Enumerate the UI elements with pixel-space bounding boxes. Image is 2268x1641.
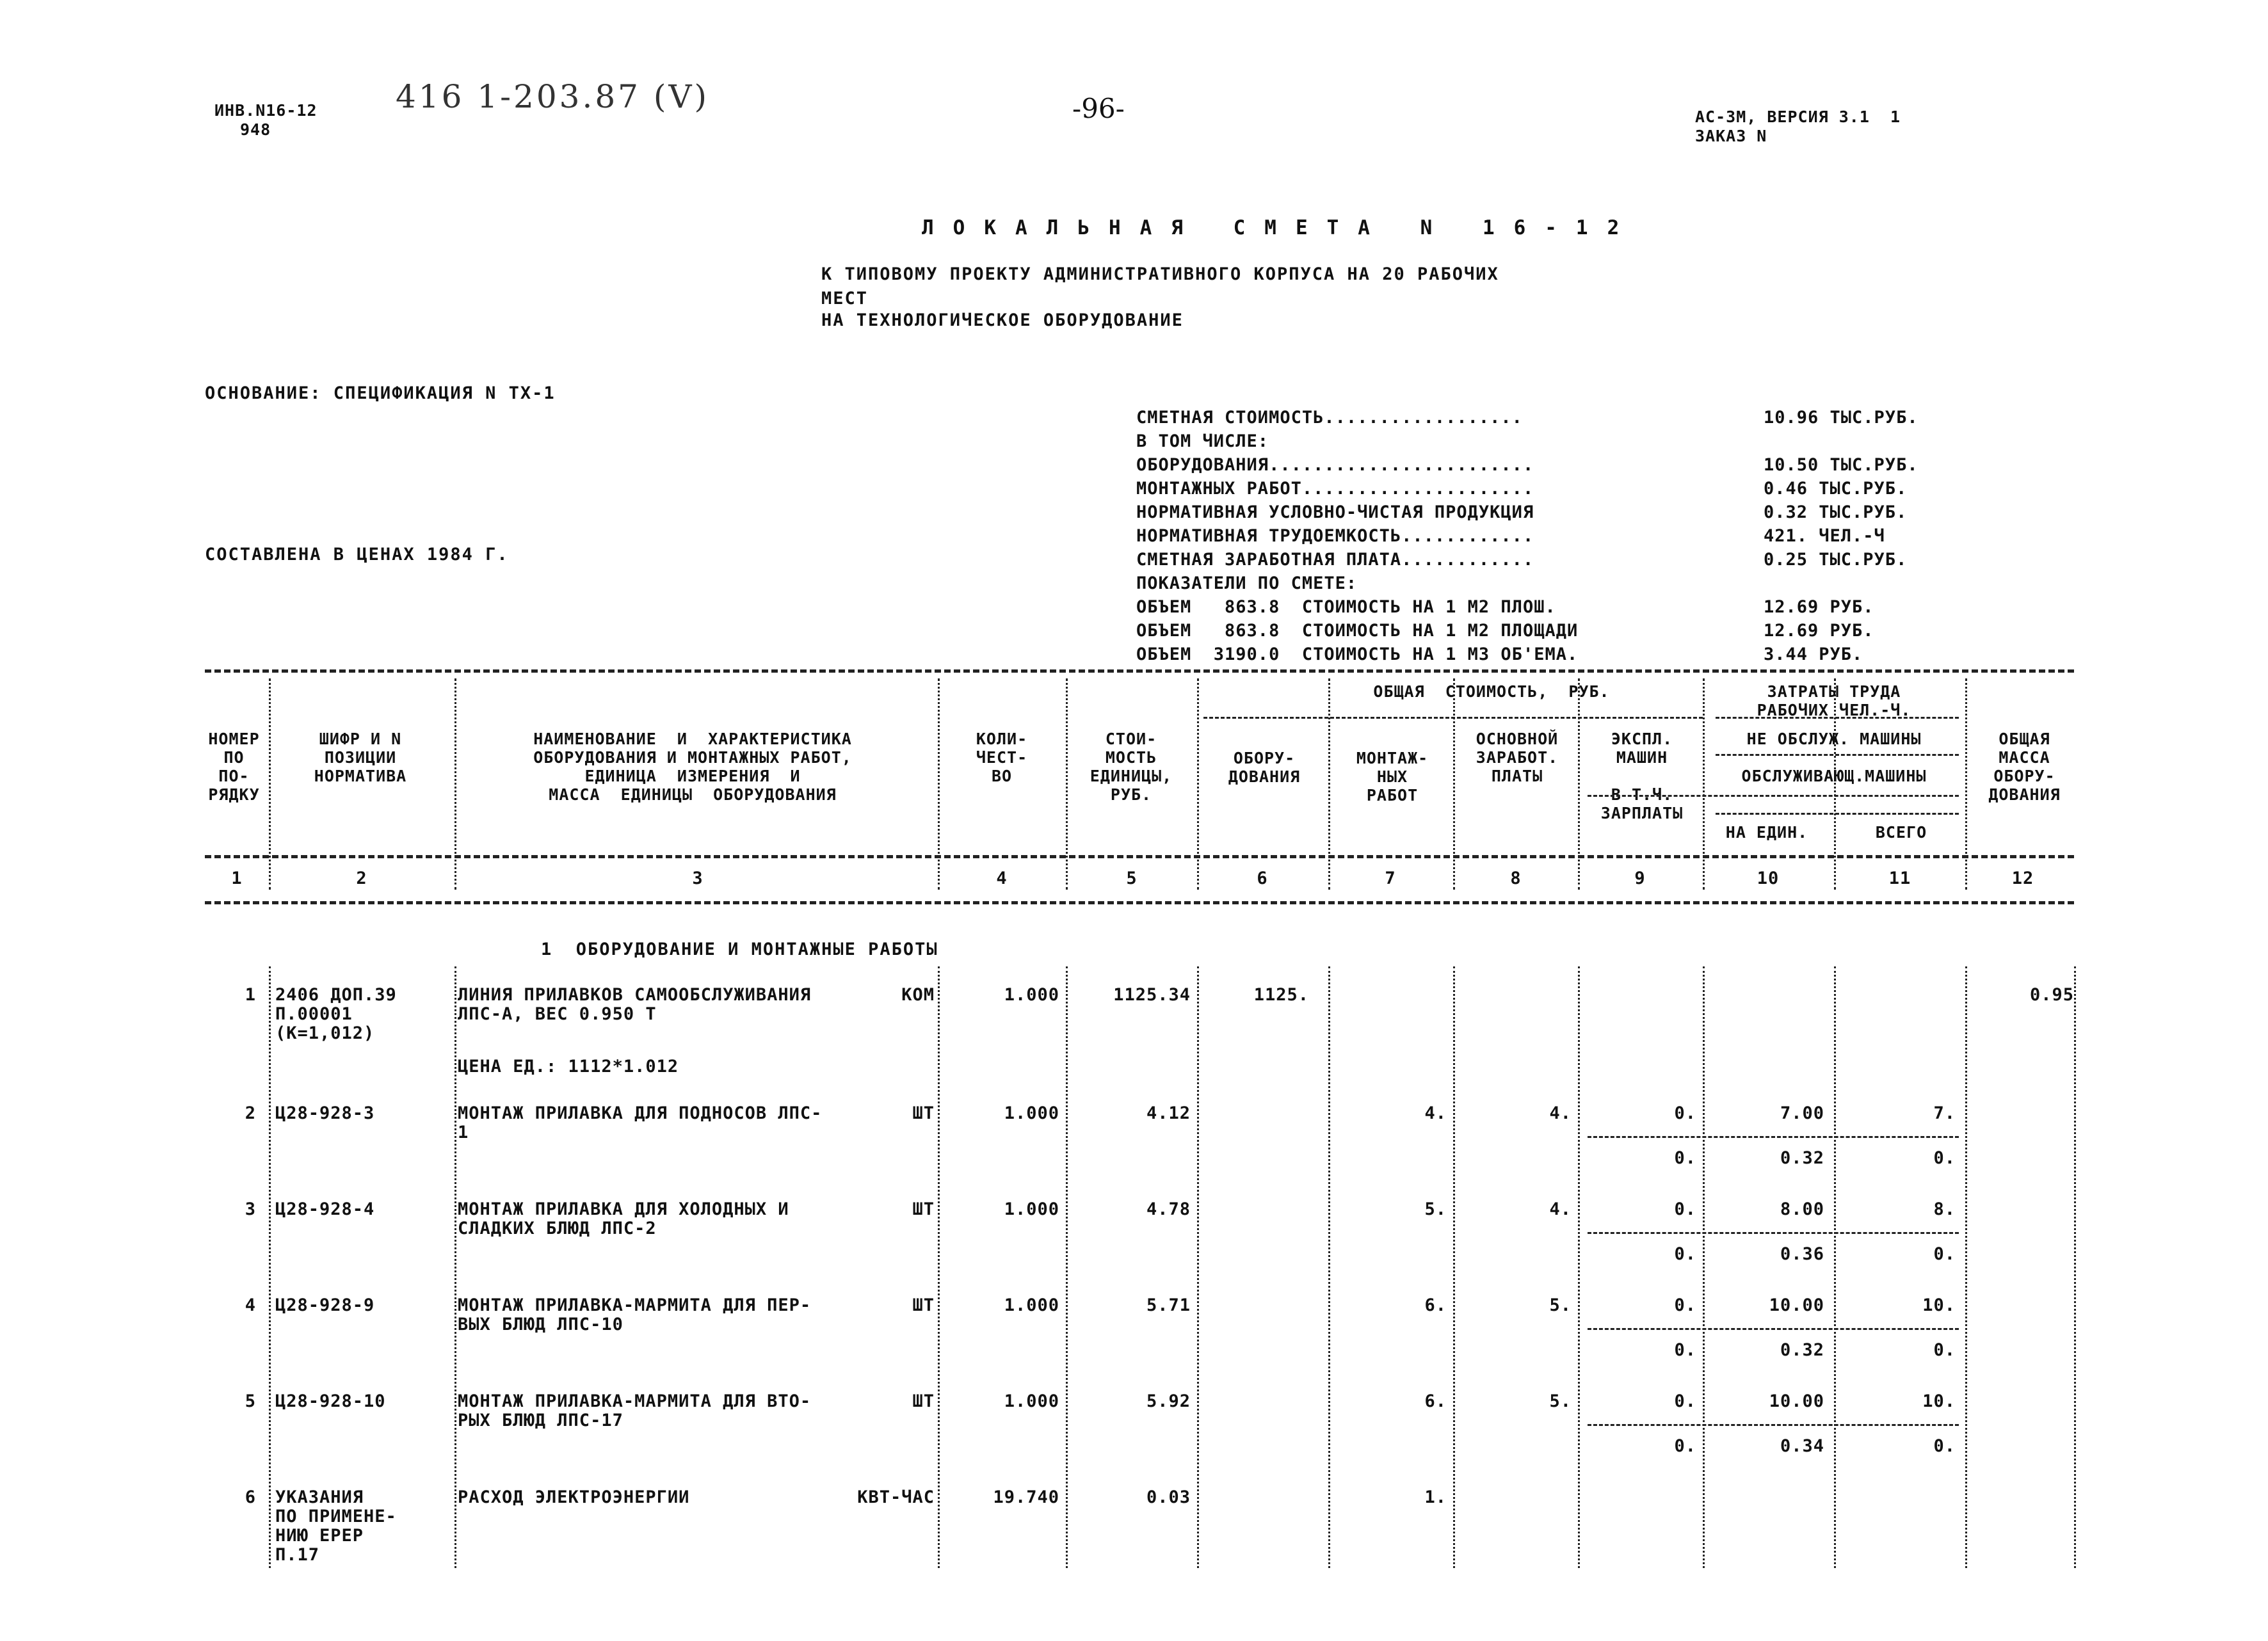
row-mounting-cost: 5. (1424, 1199, 1447, 1219)
inventory-sub: 948 (240, 120, 271, 139)
row-number: 5 (245, 1391, 256, 1411)
row-code: Ц28-928-9 (275, 1295, 375, 1315)
col-header-qty: КОЛИ- ЧЕСТ- ВО (976, 730, 1028, 785)
basis-line: ОСНОВАНИЕ: СПЕЦИФИКАЦИЯ N ТХ-1 (205, 383, 556, 403)
column-number: 8 (1510, 869, 1522, 888)
summary-value: 12.69 РУБ. (1764, 597, 1874, 617)
col-header-code: ШИФР И N ПОЗИЦИИ НОРМАТИВА (314, 730, 407, 785)
row-labor-per-unit-2: 0.32 (1780, 1148, 1824, 1168)
column-separator (1965, 678, 1967, 890)
column-number: 10 (1757, 869, 1780, 888)
col-header-machines: ЭКСПЛ. МАШИН В Т.Ч. ЗАРПЛАТЫ (1600, 730, 1684, 822)
row-unit: ШТ (912, 1199, 935, 1219)
row-unit: ШТ (912, 1295, 935, 1315)
row-name: МОНТАЖ ПРИЛАВКА-МАРМИТА ДЛЯ ПЕР- ВЫХ БЛЮД ЛПС-10 (458, 1295, 812, 1334)
summary-label: ОБЪЕМ 863.8 СТОИМОСТЬ НА 1 М2 ПЛОЩАДИ (1136, 621, 1579, 641)
row-quantity: 1.000 (1004, 1103, 1059, 1123)
summary-label: ПОКАЗАТЕЛИ ПО СМЕТЕ: (1136, 573, 1358, 593)
col-header-labor-sub2: ОБСЛУЖИВАЮЩ.МАШИНЫ (1741, 767, 1927, 785)
summary-label: В ТОМ ЧИСЛЕ: (1136, 431, 1269, 451)
page-number: -96- (1072, 93, 1125, 124)
row-number: 6 (245, 1487, 256, 1507)
labor-group-rule (1716, 717, 1959, 719)
row-quantity: 19.740 (993, 1487, 1059, 1507)
row-base-salary: 4. (1549, 1103, 1572, 1123)
row-number: 2 (245, 1103, 256, 1123)
numbers-bottom-rule (205, 901, 2074, 904)
summary-value: 3.44 РУБ. (1764, 644, 1863, 664)
row-code: УКАЗАНИЯ ПО ПРИМЕНЕ- НИЮ ЕРЕР П.17 (275, 1487, 397, 1565)
row-name: МОНТАЖ ПРИЛАВКА-МАРМИТА ДЛЯ ВТО- РЫХ БЛЮД ЛПС-17 (458, 1391, 812, 1430)
row-code: Ц28-928-4 (275, 1199, 375, 1219)
column-separator (1834, 966, 1836, 1568)
row-machines: 0. (1674, 1295, 1696, 1315)
row-number: 4 (245, 1295, 256, 1315)
column-number: 3 (692, 869, 704, 888)
row-inner-rule (1588, 1136, 1959, 1138)
table-top-rule (205, 669, 2074, 673)
row-number: 3 (245, 1199, 256, 1219)
row-labor-per-unit-2: 0.36 (1780, 1244, 1824, 1264)
summary-value: 10.96 ТЫС.РУБ. (1764, 408, 1918, 428)
summary-value: 421. ЧЕЛ.-Ч (1764, 526, 1885, 546)
col-header-group-total: ОБЩАЯ СТОИМОСТЬ, РУБ. (1373, 682, 1610, 701)
row-labor-total-2: 0. (1933, 1148, 1956, 1168)
summary-label: НОРМАТИВНАЯ ТРУДОЕМКОСТЬ............ (1136, 526, 1534, 546)
column-separator (1066, 678, 1068, 890)
column-separator (1066, 966, 1068, 1568)
row-unit: КОМ (901, 985, 935, 1005)
row-labor-per-unit-2: 0.32 (1780, 1340, 1824, 1360)
summary-label: НОРМАТИВНАЯ УСЛОВНО-ЧИСТАЯ ПРОДУКЦИЯ (1136, 502, 1534, 522)
row-machines: 0. (1674, 1199, 1696, 1219)
section-title: 1 ОБОРУДОВАНИЕ И МОНТАЖНЫЕ РАБОТЫ (541, 940, 938, 959)
row-labor-total: 10. (1922, 1295, 1956, 1315)
inventory-number: ИНВ.N16-12 (214, 101, 318, 120)
summary-label: СМЕТНАЯ СТОИМОСТЬ.................. (1136, 408, 1523, 428)
document-title: ЛОКАЛЬНАЯ СМЕТА N 16-12 (922, 216, 1639, 239)
col-header-per-unit: НА ЕДИН. (1725, 823, 1808, 842)
col-header-base-salary: ОСНОВНОЙ ЗАРАБОТ. ПЛАТЫ (1476, 730, 1559, 785)
row-number: 1 (245, 985, 256, 1005)
col-header-mass: ОБЩАЯ МАССА ОБОРУ- ДОВАНИЯ (1988, 730, 2061, 804)
col-header-group-labor: ЗАТРАТЫ ТРУДА РАБОЧИХ ЧЕЛ.-Ч. (1757, 682, 1911, 719)
row-quantity: 1.000 (1004, 1199, 1059, 1219)
row-labor-total-2: 0. (1933, 1340, 1956, 1360)
handwritten-note: 416 1-203.87 (V) (396, 78, 710, 115)
row-machines: 0. (1674, 1391, 1696, 1411)
row-mounting-cost: 1. (1424, 1487, 1447, 1507)
column-number: 7 (1385, 869, 1396, 888)
title-line-1: К ТИПОВОМУ ПРОЕКТУ АДМИНИСТРАТИВНОГО КОРПУСА НА 20 РАБОЧИХ (821, 264, 1499, 284)
row-unit-price: 0.03 (1146, 1487, 1191, 1507)
column-number: 4 (996, 869, 1008, 888)
header-group-rule (1203, 717, 1703, 719)
row-labor-per-unit: 8.00 (1780, 1199, 1824, 1219)
column-separator (1453, 966, 1455, 1568)
column-separator (1328, 678, 1330, 890)
column-number: 1 (231, 869, 243, 888)
row-mass: 0.95 (2029, 985, 2074, 1005)
row-inner-rule (1588, 1232, 1959, 1234)
row-machines-salary: 0. (1674, 1148, 1696, 1168)
prices-note: СОСТАВЛЕНА В ЦЕНАХ 1984 Г. (205, 545, 509, 564)
labor-sub-rule-2 (1588, 795, 1959, 797)
row-code: Ц28-928-10 (275, 1391, 386, 1411)
row-name: МОНТАЖ ПРИЛАВКА ДЛЯ ПОДНОСОВ ЛПС- 1 (458, 1103, 823, 1142)
column-separator (269, 966, 271, 1568)
row-unit-price: 1125.34 (1113, 985, 1191, 1005)
column-separator (1703, 966, 1705, 1568)
row-machines-salary: 0. (1674, 1244, 1696, 1264)
row-name: МОНТАЖ ПРИЛАВКА ДЛЯ ХОЛОДНЫХ И СЛАДКИХ БЛЮД ЛПС-2 (458, 1199, 789, 1238)
row-labor-per-unit: 7.00 (1780, 1103, 1824, 1123)
column-separator (938, 966, 940, 1568)
column-separator (938, 678, 940, 890)
row-inner-rule (1588, 1328, 1959, 1330)
row-machines: 0. (1674, 1103, 1696, 1123)
summary-value: 10.50 ТЫС.РУБ. (1764, 455, 1918, 475)
row-labor-total-2: 0. (1933, 1436, 1956, 1456)
col-header-unit-price: СТОИ- МОСТЬ ЕДИНИЦЫ, РУБ. (1090, 730, 1173, 804)
column-number: 5 (1126, 869, 1138, 888)
column-separator (454, 966, 456, 1568)
summary-label: СМЕТНАЯ ЗАРАБОТНАЯ ПЛАТА............ (1136, 550, 1534, 570)
row-mounting-cost: 6. (1424, 1391, 1447, 1411)
row-labor-per-unit: 10.00 (1769, 1391, 1824, 1411)
column-separator (1965, 966, 1967, 1568)
summary-value: 0.32 ТЫС.РУБ. (1764, 502, 1908, 522)
row-labor-total: 10. (1922, 1391, 1956, 1411)
labor-sub-rule-3 (1716, 813, 1959, 815)
col-header-equipment: ОБОРУ- ДОВАНИЯ (1228, 749, 1301, 786)
column-separator (1578, 966, 1580, 1568)
row-base-salary: 5. (1549, 1391, 1572, 1411)
column-separator (1197, 678, 1199, 890)
summary-label: ОБЪЕМ 3190.0 СТОИМОСТЬ НА 1 М3 ОБ'ЕМА. (1136, 644, 1579, 664)
column-number: 6 (1257, 869, 1268, 888)
column-separator (1197, 966, 1199, 1568)
summary-value: 0.46 ТЫС.РУБ. (1764, 479, 1908, 499)
row-base-salary: 5. (1549, 1295, 1572, 1315)
col-header-name: НАИМЕНОВАНИЕ И ХАРАКТЕРИСТИКА ОБОРУДОВАНИЯ И МОНТАЖНЫХ РАБОТ, ЕДИНИЦА ИЗМЕРЕНИЯ И МАССА ЕДИНИЦЫ ОБОРУДОВАНИЯ (533, 730, 852, 804)
row-base-salary: 4. (1549, 1199, 1572, 1219)
col-header-mounting: МОНТАЖ- НЫХ РАБОТ (1356, 749, 1429, 804)
column-separator (2074, 966, 2076, 1568)
row-labor-per-unit-2: 0.34 (1780, 1436, 1824, 1456)
summary-label: ОБОРУДОВАНИЯ........................ (1136, 455, 1534, 475)
column-separator (1453, 678, 1455, 890)
column-number: 11 (1888, 869, 1911, 888)
row-labor-total: 8. (1933, 1199, 1956, 1219)
summary-label: ОБЪЕМ 863.8 СТОИМОСТЬ НА 1 М2 ПЛОШ. (1136, 597, 1556, 617)
title-line-2: МЕСТ (821, 289, 869, 308)
column-number: 12 (2011, 869, 2034, 888)
row-name: РАСХОД ЭЛЕКТРОЭНЕРГИИ (458, 1487, 690, 1507)
row-machines-salary: 0. (1674, 1340, 1696, 1360)
row-unit-price: 4.12 (1146, 1103, 1191, 1123)
row-equipment-cost: 1125. (1253, 985, 1309, 1005)
col-header-labor-sub: НЕ ОБСЛУЖ. МАШИНЫ (1746, 730, 1922, 748)
row-mounting-cost: 4. (1424, 1103, 1447, 1123)
row-inner-rule (1588, 1424, 1959, 1426)
row-unit: ШТ (912, 1391, 935, 1411)
program-version: АС-3М, ВЕРСИЯ 3.1 1 (1695, 108, 1901, 126)
row-machines-salary: 0. (1674, 1436, 1696, 1456)
column-separator (1328, 966, 1330, 1568)
summary-label: МОНТАЖНЫХ РАБОТ..................... (1136, 479, 1534, 499)
row-name: ЛИНИЯ ПРИЛАВКОВ САМООБСЛУЖИВАНИЯ ЛПС-А, ВЕС 0.950 Т (458, 985, 812, 1024)
row-unit: КВТ-ЧАС (857, 1487, 935, 1507)
row-unit-price: 4.78 (1146, 1199, 1191, 1219)
title-line-3: НА ТЕХНОЛОГИЧЕСКОЕ ОБОРУДОВАНИЕ (821, 310, 1184, 330)
row-unit-price: 5.92 (1146, 1391, 1191, 1411)
row-labor-total-2: 0. (1933, 1244, 1956, 1264)
column-separator (1578, 678, 1580, 890)
col-header-number: НОМЕР ПО ПО- РЯДКУ (208, 730, 260, 804)
row-unit: ШТ (912, 1103, 935, 1123)
row-unit-price: 5.71 (1146, 1295, 1191, 1315)
row-labor-total: 7. (1933, 1103, 1956, 1123)
summary-value: 0.25 ТЫС.РУБ. (1764, 550, 1908, 570)
column-separator (269, 678, 271, 890)
row-quantity: 1.000 (1004, 1391, 1059, 1411)
col-header-total: ВСЕГО (1875, 823, 1927, 842)
row-code: 2406 ДОП.39 П.00001 (К=1,012) (275, 985, 397, 1043)
row-quantity: 1.000 (1004, 1295, 1059, 1315)
column-number: 9 (1634, 869, 1646, 888)
row-code: Ц28-928-3 (275, 1103, 375, 1123)
row-mounting-cost: 6. (1424, 1295, 1447, 1315)
row-quantity: 1.000 (1004, 985, 1059, 1005)
row-labor-per-unit: 10.00 (1769, 1295, 1824, 1315)
header-bottom-rule (205, 855, 2074, 858)
column-number: 2 (356, 869, 367, 888)
order-label: ЗАКАЗ N (1695, 127, 1767, 145)
row-price-note: ЦЕНА ЕД.: 1112*1.012 (458, 1057, 679, 1077)
summary-value: 12.69 РУБ. (1764, 621, 1874, 641)
labor-sub-rule (1716, 754, 1959, 756)
